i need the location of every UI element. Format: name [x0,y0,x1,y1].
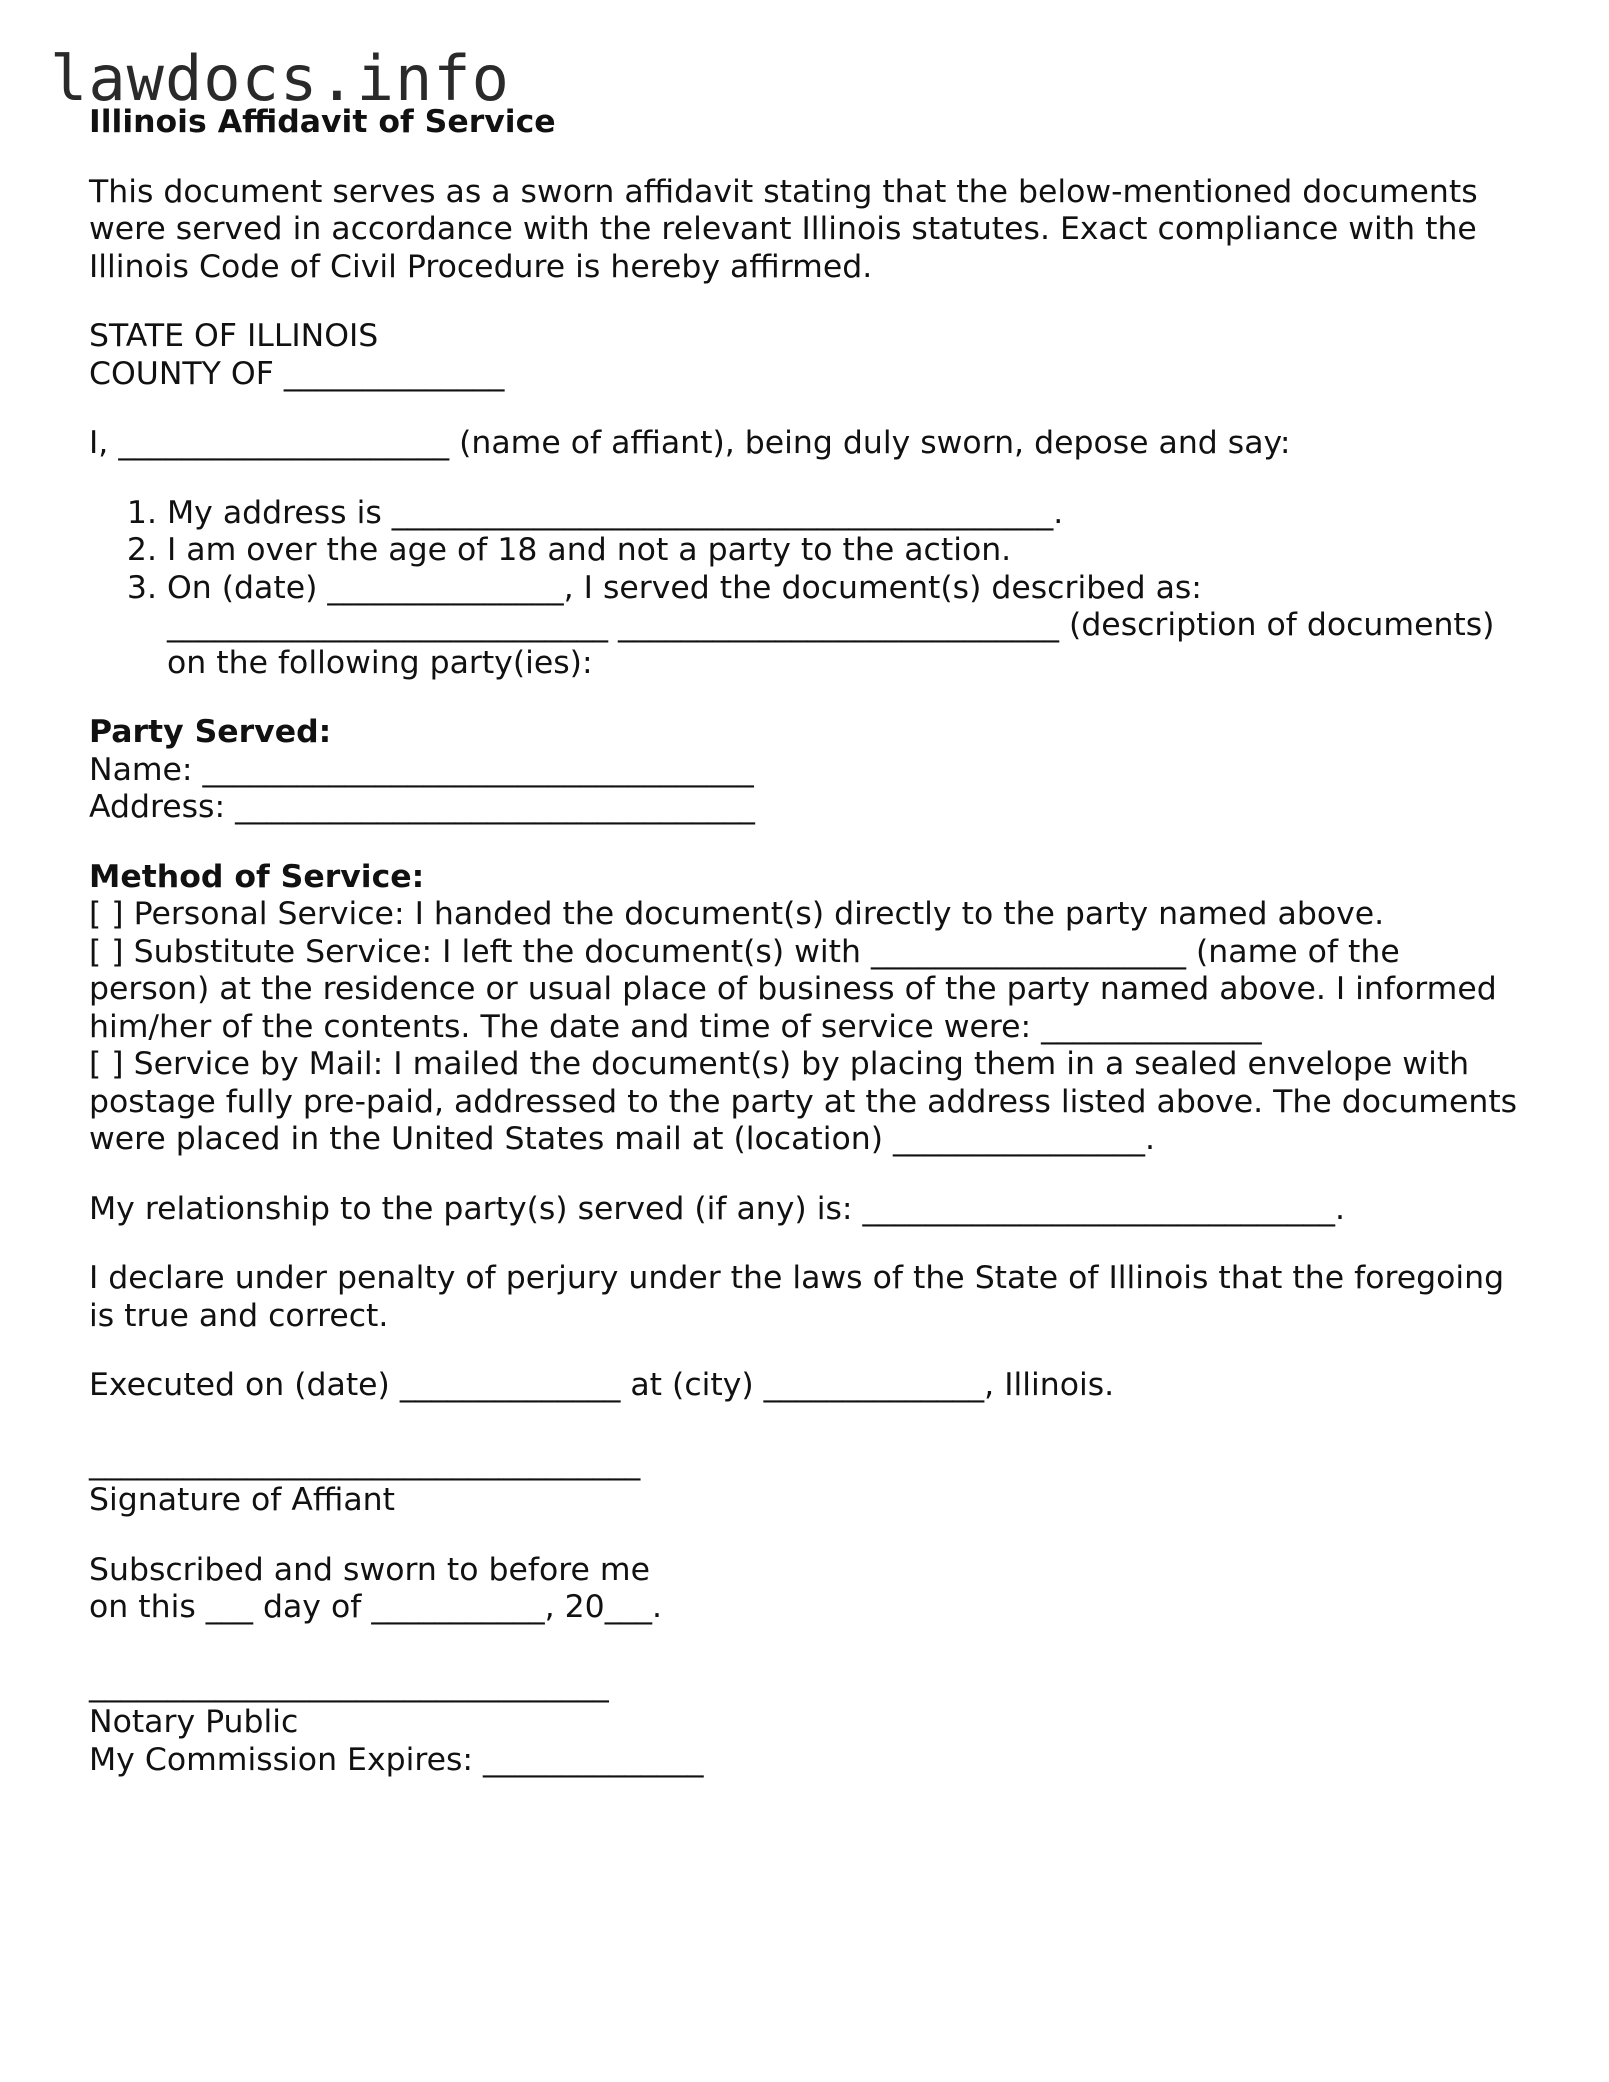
venue-block [89,318,1529,393]
county-line: COUNTY OF ______________ [89,355,505,392]
signature-line: ___________________________________ [89,1444,641,1481]
list-item-age: 2. I am over the age of 18 and not a party to the action. [167,532,1529,570]
affidavit-document [89,104,1529,1811]
signature-label: Signature of Affiant [89,1482,395,1518]
subscribed-line-2: on this ___ day of ___________, 20___. [89,1589,662,1625]
affiant-statement: I, _____________________ (name of affiant), being duly sworn, depose and say: [89,425,1291,461]
mail-service-option: [ ] Service by Mail: I mailed the document(s) by placing them in a sealed envelope with postage fully pre-paid, addressed to the party at the address listed above. The documents were placed in the United States mail at (location) ________________. [89,1046,1518,1157]
party-served-heading: Party Served: [89,714,332,750]
notary-block [89,1667,1529,1780]
personal-service-option: [ ] Personal Service: I handed the document(s) directly to the party named above. [89,896,1385,932]
document-title: Illinois Affidavit of Service [89,104,556,140]
state-line: STATE OF ILLINOIS [89,318,379,354]
watermark-logo: lawdocs.info [50,42,510,115]
signature-block [89,1445,1529,1520]
method-heading: Method of Service: [89,858,425,895]
party-name-line: Name: ___________________________________ [89,751,754,788]
list-item-address: 1. My address is __________________________________________. [167,495,1529,533]
notary-signature-line: _________________________________ [89,1666,609,1703]
affirmation-list [89,495,1529,683]
party-served-section [89,714,1529,827]
notary-label: Notary Public [89,1704,299,1740]
executed-line: Executed on (date) ______________ at (city) ______________, Illinois. [89,1367,1115,1403]
list-item-service-date: 3. On (date) _______________, I served the document(s) described as: ____________________________ ____________________________ (description of documents) on the following party(ies): [167,570,1529,683]
subscribed-line-1: Subscribed and sworn to before me [89,1551,650,1588]
declaration-paragraph: I declare under penalty of perjury under the laws of the State of Illinois that the foregoing is true and correct. [89,1260,1505,1334]
party-address-line: Address: _________________________________ [89,789,755,825]
substitute-service-option: [ ] Substitute Service: I left the document(s) with ____________________ (name of the person) at the residence or usual place of business of the party named above. I informed him/her of the contents. The date and time of service were: ______________ [89,933,1497,1045]
method-of-service-section [89,859,1529,1159]
subscribed-block [89,1552,1529,1627]
commission-expires-line: My Commission Expires: ______________ [89,1741,704,1778]
relationship-line: My relationship to the party(s) served (if any) is: ______________________________. [89,1190,1346,1227]
intro-paragraph: This document serves as a sworn affidavit stating that the below-mentioned documents were served in accordance with the relevant Illinois statutes. Exact compliance with the Illinois Code of Civil Procedure is hereby affirmed. [89,173,1478,285]
